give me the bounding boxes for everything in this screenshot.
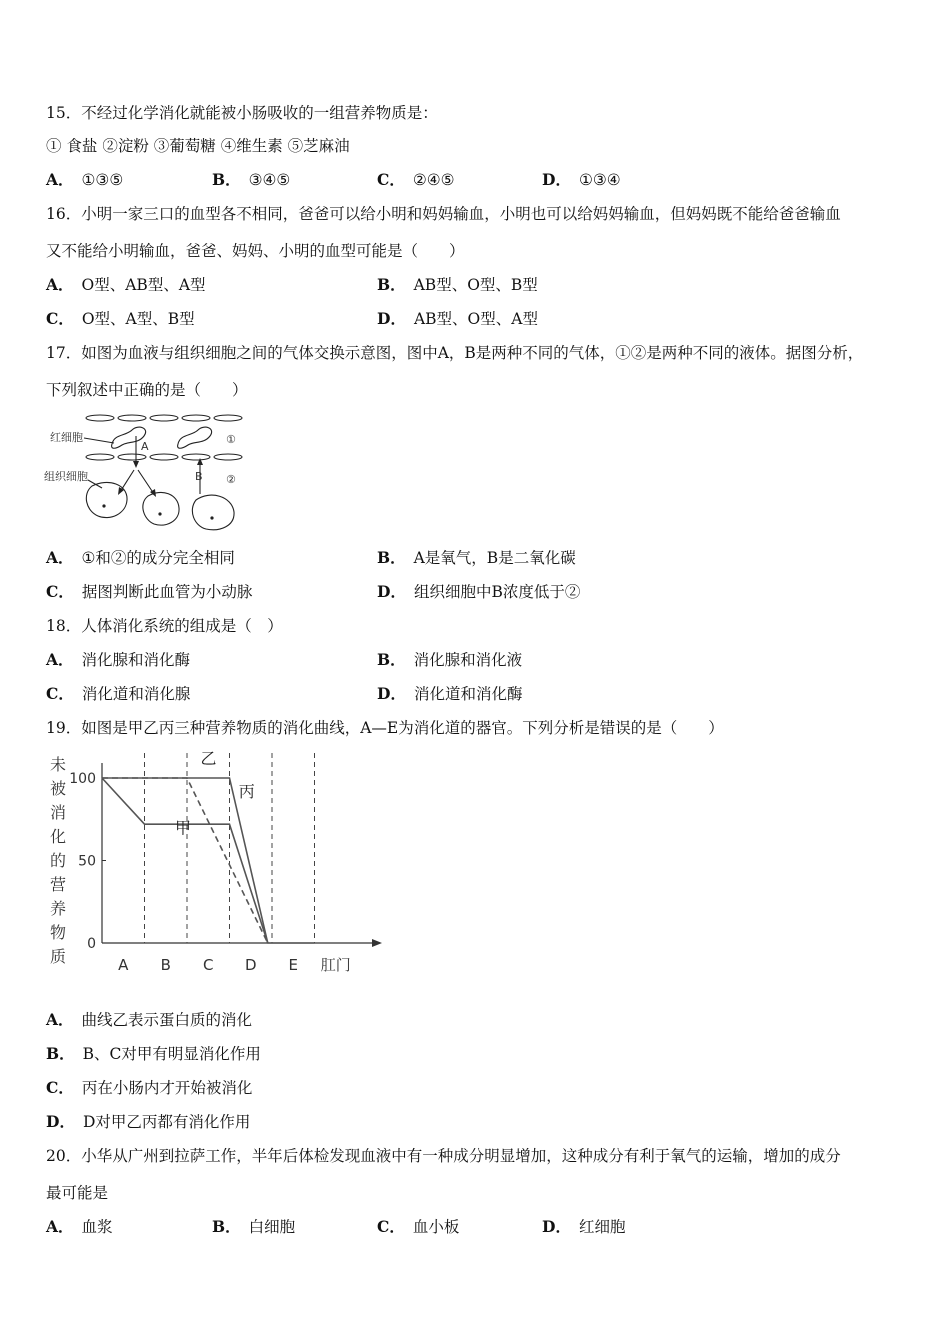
- q17-option-c[interactable]: C． 据图判断此血管为小动脉: [46, 582, 253, 601]
- gas-exchange-diagram: [40, 408, 255, 538]
- x-tick-label: 肛门: [320, 956, 351, 974]
- liquid-2-label: ②: [226, 473, 236, 486]
- q16-option-d[interactable]: D． AB型、O型、A型: [377, 309, 538, 328]
- q15-items: ① 食盐 ②淀粉 ③葡萄糖 ④维生素 ⑤芝麻油: [46, 137, 350, 155]
- red-blood-cell: [178, 427, 212, 448]
- liquid-1-label: ①: [226, 433, 236, 446]
- q20-option-b[interactable]: B． 白细胞: [212, 1217, 296, 1236]
- q17-option-b[interactable]: B． A是氧气，B是二氧化碳: [377, 548, 576, 567]
- y-axis-label-char: 被: [50, 779, 67, 798]
- q20-option-c[interactable]: C． 血小板: [377, 1217, 460, 1236]
- y-tick-label: 100: [69, 771, 96, 787]
- q17-option-a[interactable]: A． ①和②的成分完全相同: [46, 548, 235, 567]
- tissue-cell-label: 组织细胞: [44, 470, 88, 483]
- x-tick-label: A: [118, 956, 129, 974]
- q15-option-b[interactable]: B． ③④⑤: [212, 170, 291, 189]
- x-axis-arrow: [372, 939, 382, 947]
- q18-option-a[interactable]: A． 消化腺和消化酶: [46, 650, 191, 669]
- digestion-curve-chart: [40, 748, 390, 980]
- series-label-乙: 乙: [200, 749, 217, 769]
- x-tick-label: B: [160, 956, 171, 974]
- q19-option-d[interactable]: D． D对甲乙丙都有消化作用: [46, 1112, 251, 1131]
- tissue-cell: [86, 482, 127, 517]
- q20-option-a[interactable]: A． 血浆: [46, 1217, 113, 1236]
- x-tick-label: E: [288, 956, 298, 974]
- q16-option-b[interactable]: B． AB型、O型、B型: [377, 275, 538, 294]
- x-tick-label: D: [244, 956, 257, 974]
- q19-option-b[interactable]: B． B、C对甲有明显消化作用: [46, 1044, 261, 1063]
- series-line-甲: [102, 778, 315, 943]
- tissue-cell: [192, 495, 234, 530]
- q16-option-a[interactable]: A． O型、AB型、A型: [46, 275, 206, 294]
- series-line-乙: [102, 778, 268, 943]
- q18-option-d[interactable]: D． 消化道和消化酶: [377, 684, 523, 703]
- y-axis-label-char: 物: [50, 923, 67, 942]
- q16-option-c[interactable]: C． O型、A型、B型: [46, 309, 195, 328]
- y-axis-label-char: 化: [50, 827, 67, 846]
- q17-stem-line2: 下列叙述中正确的是（ ）: [46, 381, 248, 399]
- y-axis-label-char: 质: [50, 947, 67, 966]
- gas-a-label: A: [141, 440, 149, 453]
- y-axis-label-char: 消: [50, 803, 67, 822]
- y-axis-label-char: 的: [50, 851, 67, 870]
- series-label-甲: 甲: [174, 818, 192, 838]
- series-label-丙: 丙: [238, 782, 255, 802]
- y-axis-label-char: 未: [50, 755, 67, 774]
- q19-stem: 19．如图是甲乙丙三种营养物质的消化曲线，A—E为消化道的器官。下列分析是错误的是（ ）: [46, 719, 724, 737]
- y-axis-label-char: 养: [50, 899, 67, 918]
- y-tick-label: 50: [78, 853, 96, 870]
- q20-stem-line2: 最可能是: [46, 1184, 109, 1202]
- y-axis-label-char: 营: [50, 875, 67, 894]
- rbc-label: 红细胞: [50, 431, 83, 444]
- tissue-cell: [143, 492, 179, 525]
- q17-option-d[interactable]: D． 组织细胞中B浓度低于②: [377, 582, 581, 601]
- q18-option-c[interactable]: C． 消化道和消化腺: [46, 684, 191, 703]
- q15-stem: 15．不经过化学消化就能被小肠吸收的一组营养物质是：: [46, 104, 438, 122]
- gas-b-label: B: [195, 470, 203, 483]
- q19-option-a[interactable]: A． 曲线乙表示蛋白质的消化: [46, 1010, 253, 1029]
- q18-stem: 18．人体消化系统的组成是（ ）: [46, 617, 283, 635]
- q16-stem-line2: 又不能给小明输血，爸爸、妈妈、小明的血型可能是（ ）: [46, 242, 465, 260]
- series-line-丙: [102, 778, 268, 943]
- q15-option-c[interactable]: C． ②④⑤: [377, 170, 455, 189]
- y-tick-label: 0: [87, 936, 96, 952]
- q16-stem-line1: 16．小明一家三口的血型各不相同，爸爸可以给小明和妈妈输血，小明也可以给妈妈输血，但妈妈既不能给爸爸输血: [46, 205, 841, 223]
- q17-stem-line1: 17．如图为血液与组织细胞之间的气体交换示意图，图中A，B是两种不同的气体，①②是两种不同的液体。据图分析，: [46, 344, 864, 362]
- x-tick-label: C: [203, 956, 214, 974]
- q18-option-b[interactable]: B． 消化腺和消化液: [377, 650, 523, 669]
- q15-option-a[interactable]: A． ①③⑤: [46, 170, 124, 189]
- q20-stem-line1: 20．小华从广州到拉萨工作，半年后体检发现血液中有一种成分明显增加，这种成分有利于氧气的运输，增加的成分: [46, 1147, 841, 1165]
- q19-option-c[interactable]: C． 丙在小肠内才开始被消化: [46, 1078, 253, 1097]
- q20-option-d[interactable]: D． 红细胞: [542, 1217, 626, 1236]
- q15-option-d[interactable]: D． ①③④: [542, 170, 621, 189]
